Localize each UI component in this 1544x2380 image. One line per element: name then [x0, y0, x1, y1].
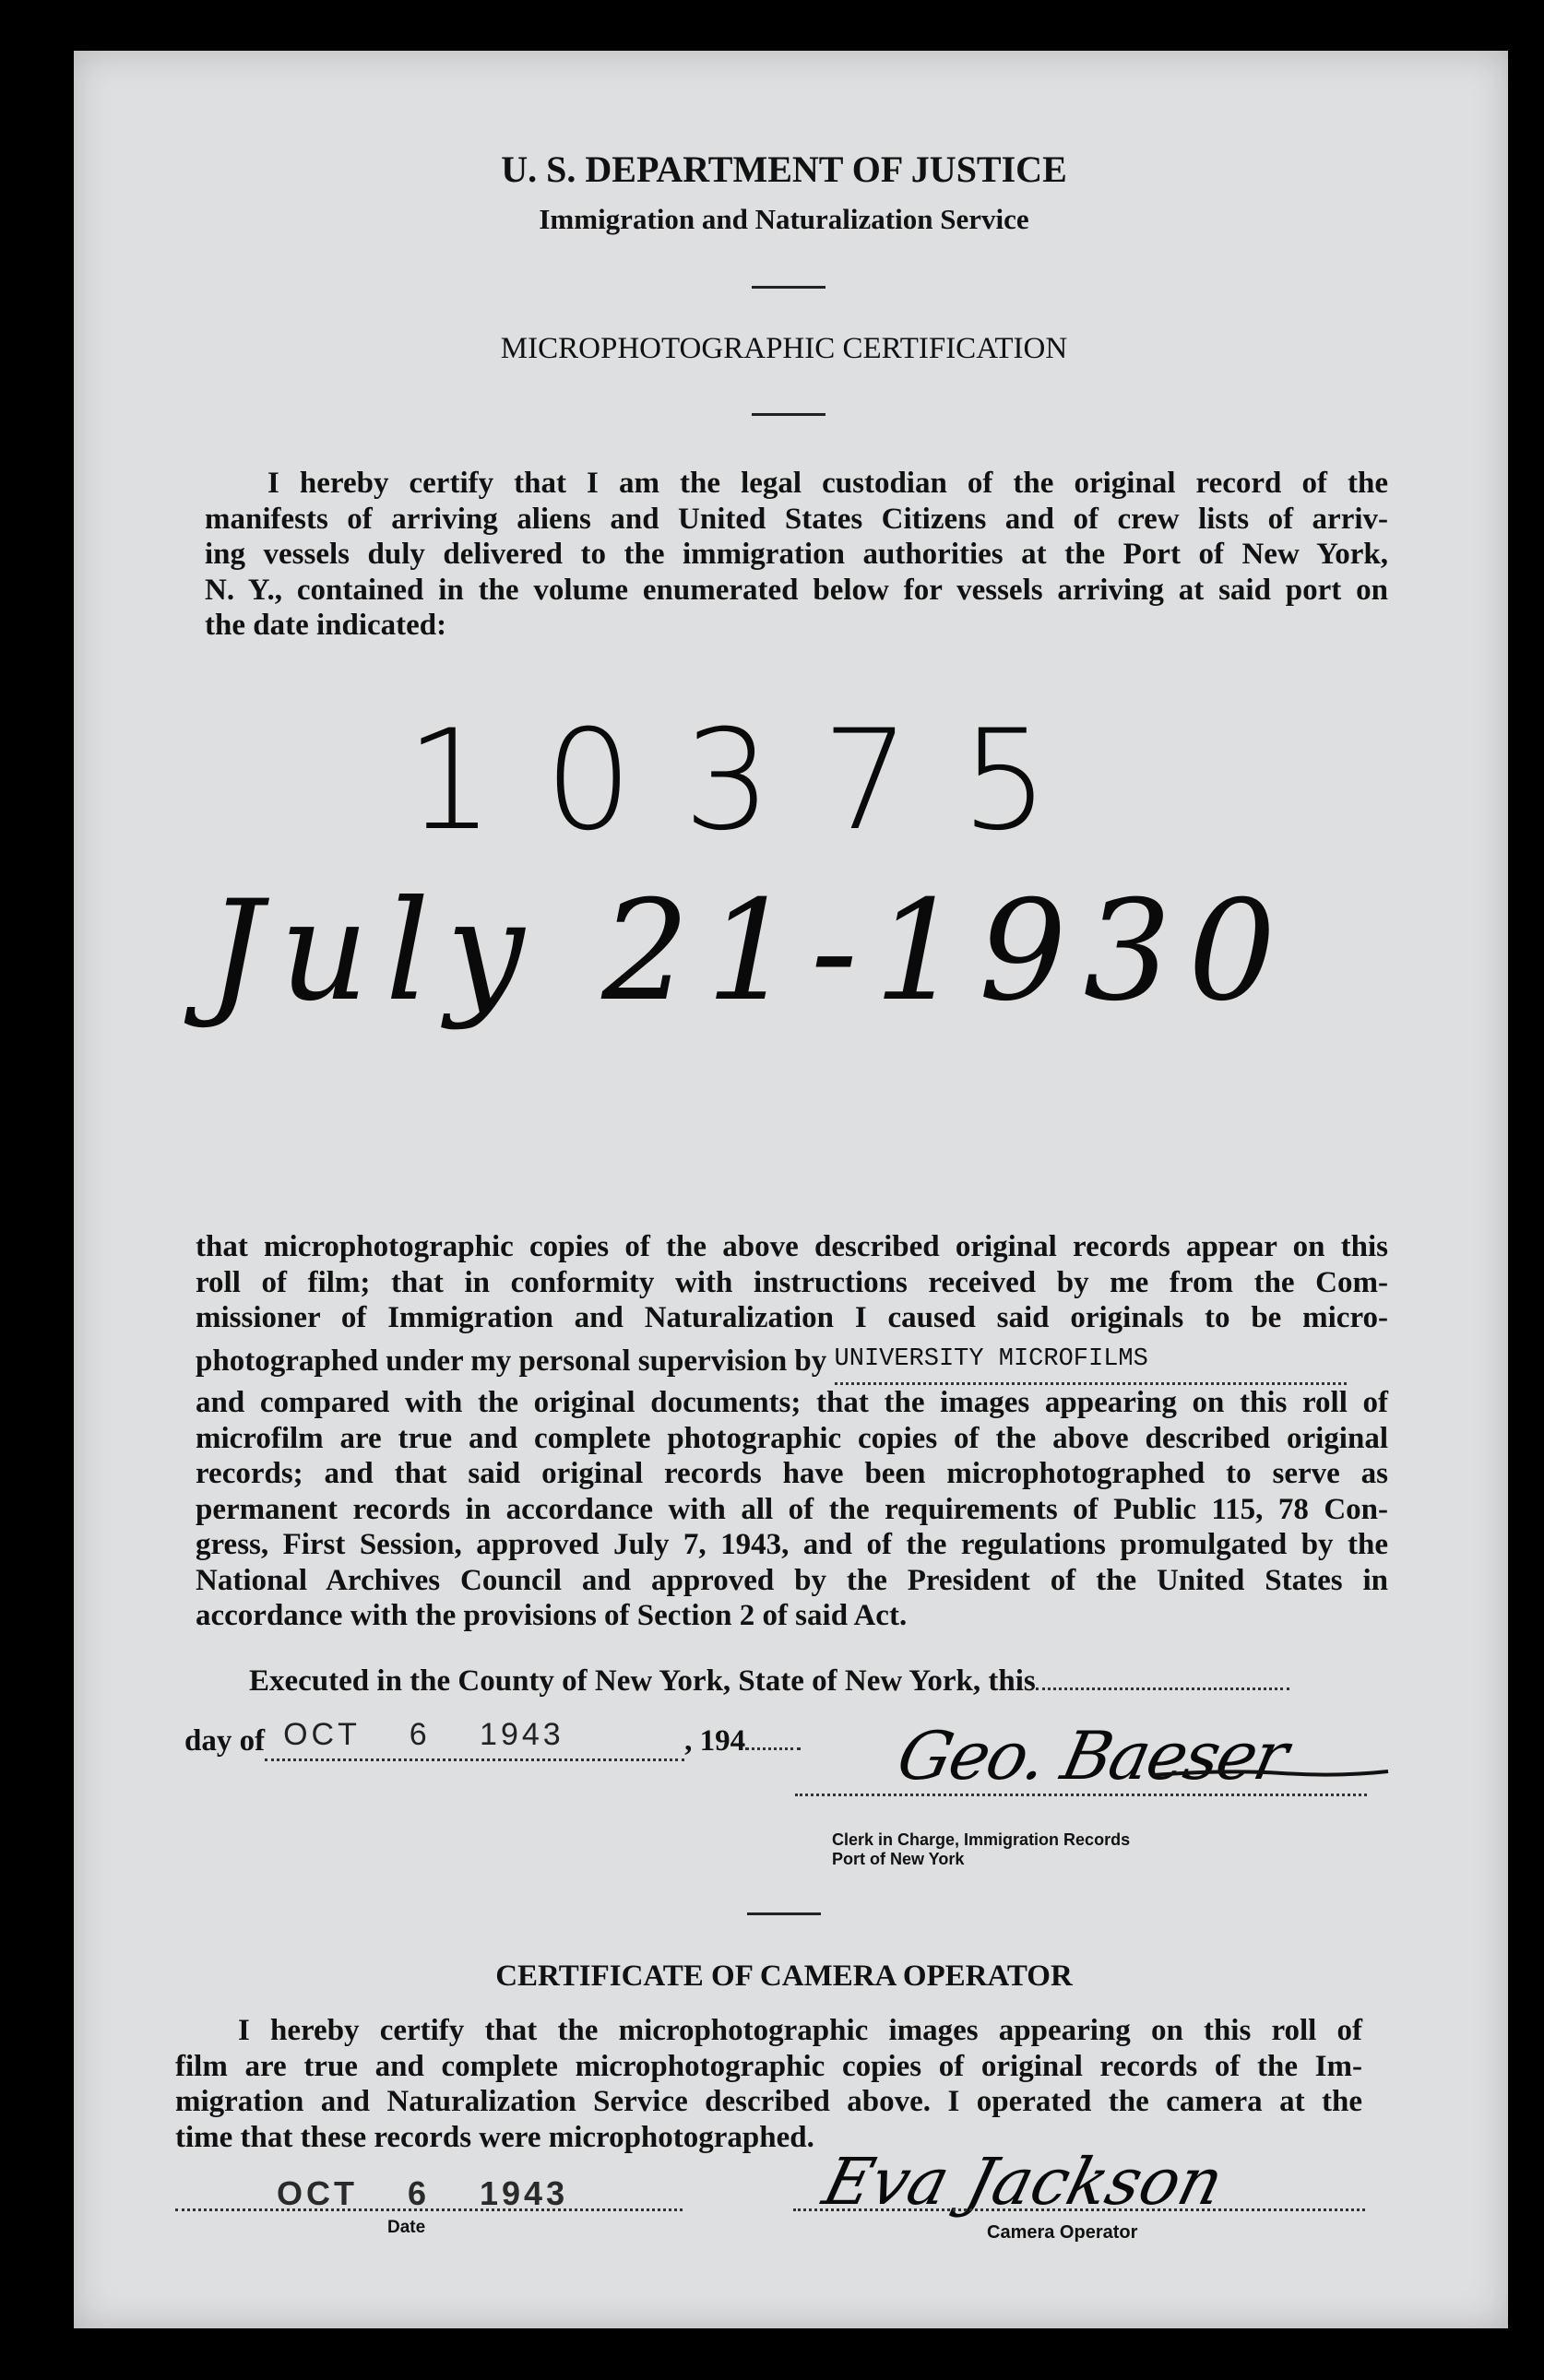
camera-line: I hereby certify that the microphotographic images appearing on this roll of	[238, 2014, 1362, 2047]
intro-paragraph	[205, 466, 1388, 644]
department-title: U. S. DEPARTMENT OF JUSTICE	[501, 148, 1067, 190]
camera-certificate-title: CERTIFICATE OF CAMERA OPERATOR	[495, 1960, 1073, 1993]
executed-line	[249, 1664, 1289, 1699]
body-line: gress, First Session, approved July 7, 1943, and of the regulations promulgated by the	[196, 1528, 1388, 1561]
intro-line: N. Y., contained in the volume enumerated below for vessels arriving at said port on	[205, 573, 1388, 607]
body-line: and compared with the original documents; that the images appearing on this roll of	[196, 1386, 1388, 1419]
executed-text: Executed in the County of New York, State of New York, this	[249, 1664, 1036, 1698]
certification-title: MICROPHOTOGRAPHIC CERTIFICATION	[500, 332, 1068, 365]
camera-line: time that these records were microphotographed.	[175, 2120, 814, 2154]
executed-day-field	[1036, 1687, 1289, 1690]
intro-line: manifests of arriving aliens and United States Citizens and of crew lists of arriv-	[205, 502, 1388, 536]
handwritten-volume: 10375	[406, 701, 1100, 861]
handwritten-date: July 21-1930	[208, 871, 1293, 1032]
intro-line: I hereby certify that I am the legal custodian of the original record of the	[267, 467, 1388, 500]
camera-line: film are true and complete microphotographic copies of original records of the Im-	[175, 2049, 1362, 2083]
day-of-field	[265, 1717, 684, 1761]
operator-signature: Eva Jackson	[815, 2144, 1231, 2220]
divider	[752, 413, 825, 416]
supervision-line	[196, 1344, 1388, 1386]
supervisor-stamp: UNIVERSITY MICROFILMS	[834, 1344, 1148, 1373]
clerk-port: Port of New York	[832, 1850, 965, 1868]
divider	[747, 1912, 821, 1915]
camera-paragraph	[175, 2013, 1362, 2155]
divider	[752, 286, 825, 289]
operator-label: Camera Operator	[987, 2222, 1138, 2243]
body-line: accordance with the provisions of Section 2 of said Act.	[196, 1599, 908, 1632]
clerk-signature-stroke	[1153, 1766, 1393, 1784]
year-label: , 194	[684, 1724, 746, 1758]
body-line: permanent records in accordance with all of the requirements of Public 115, 78 Con-	[196, 1492, 1388, 1526]
intro-line: the date indicated:	[205, 609, 447, 642]
body-line: microfilm are true and complete photographic copies of the above described original	[196, 1421, 1388, 1455]
body-paragraph	[196, 1229, 1388, 1634]
day-of-label: day of	[184, 1724, 266, 1758]
body-line: roll of film; that in conformity with instructions received by me from the Com-	[196, 1265, 1388, 1299]
body-line: records; and that said original records have been microphotographed to serve as	[196, 1457, 1388, 1490]
intro-line: ing vessels duly delivered to the immigration authorities at the Port of New York,	[205, 538, 1388, 571]
camera-date-label: Date	[387, 2218, 426, 2237]
clerk-signature: Geo. Baeser	[891, 1717, 1294, 1794]
body-line: National Archives Council and approved by the President of the United States in	[196, 1563, 1388, 1597]
clerk-title: Clerk in Charge, Immigration Records	[832, 1830, 1131, 1849]
supervision-prefix: photographed under my personal supervision by	[196, 1344, 827, 1378]
service-subtitle: Immigration and Naturalization Service	[539, 203, 1029, 235]
body-line: that microphotographic copies of the above described original records appear on this	[196, 1230, 1388, 1263]
day-of-stamp: OCT 6 1943	[283, 1717, 564, 1752]
operator-signature-line	[793, 2208, 1365, 2211]
year-field	[745, 1747, 801, 1750]
body-line: missioner of Immigration and Naturalization I caused said originals to be micro-	[196, 1301, 1388, 1334]
day-of-line	[184, 1717, 801, 1761]
camera-date-stamp: OCT 6 1943	[277, 2174, 569, 2212]
clerk-signature-line	[795, 1794, 1367, 1796]
supervisor-field	[835, 1344, 1347, 1386]
camera-line: migration and Naturalization Service described above. I operated the camera at the	[175, 2085, 1362, 2118]
